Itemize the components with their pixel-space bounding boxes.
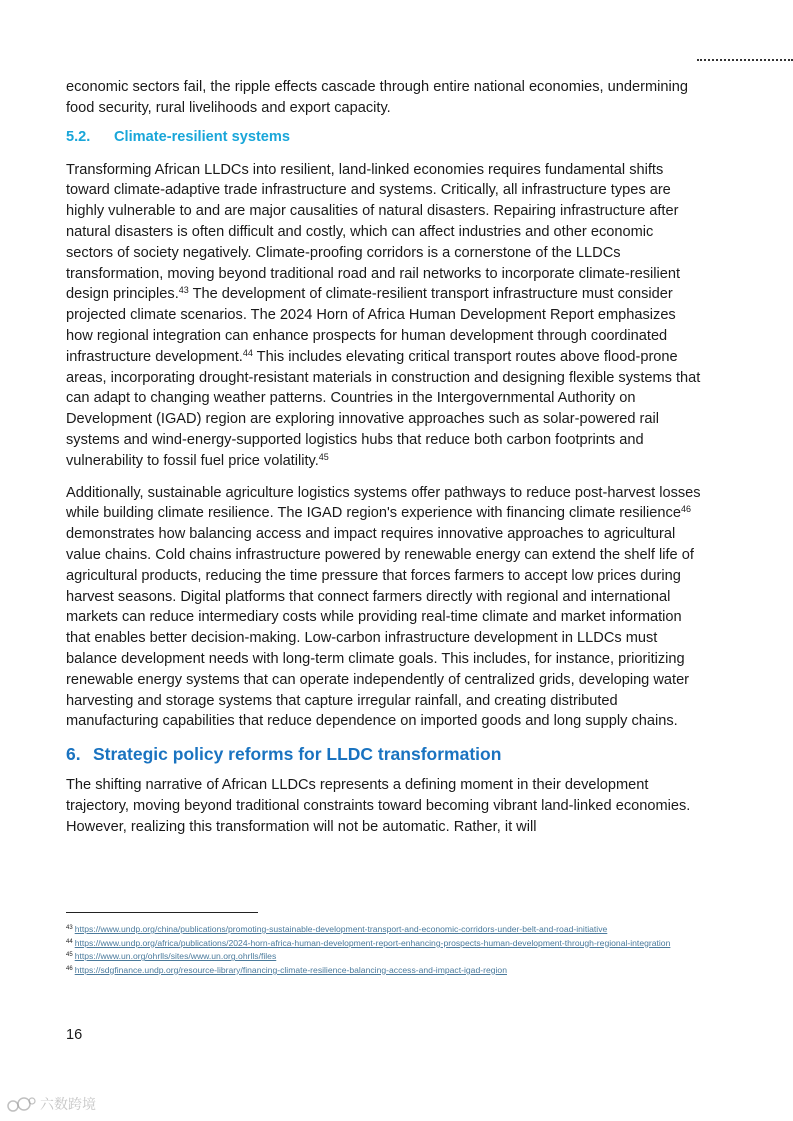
footnote-link[interactable]: https://www.undp.org/africa/publications/2024-horn-africa-human-development-report-enhancing-prospects-human-development-through-regional-integration <box>74 937 671 948</box>
footnote-separator <box>66 912 258 913</box>
section-number: 6. <box>66 744 81 765</box>
section-title: Strategic policy reforms for LLDC transformation <box>93 744 502 765</box>
watermark-text: 六数跨境 <box>40 1096 96 1112</box>
footnote-mark: 43 <box>66 925 73 931</box>
footnote-mark: 45 <box>66 952 73 959</box>
footnote-ref-46[interactable]: 46 <box>680 504 691 515</box>
paragraph-shifting-narrative: The shifting narrative of African LLDCs represents a defining moment in their development trajectory, moving beyond traditional constraints toward becoming vibrant land-linked economies. However, realizing this transformation will not be automatic. Rather, it will <box>66 777 691 835</box>
section-number: 5.2. <box>66 128 91 145</box>
page-body <box>66 77 704 838</box>
footnote-ref-43[interactable]: 43 <box>178 285 189 296</box>
watermark-logo-icon <box>6 1095 36 1113</box>
footnote-45 <box>66 950 706 963</box>
footnote-link[interactable]: https://sdgfinance.undp.org/resource-library/financing-climate-resilience-balancing-access-and-impact-igad-region <box>74 964 507 975</box>
footnote-46 <box>66 964 706 977</box>
section-title: Climate-resilient systems <box>114 128 291 145</box>
text-run: Transforming African LLDCs into resilient, land-linked economies requires fundamental shifts toward climate-adaptive trade infrastructure and systems. Critically, all infrastructure types are highly vulnerable to and are major causalities of natural disasters. Repairing infrastructure after natural disasters is often difficult and costly, which can affect industries and other economic sectors of society negatively. Climate-proofing corridors is a cornerstone of the LLDCs transformation, moving beyond traditional road and rail networks to incorporate climate-resilient design principles. <box>66 161 681 303</box>
footnote-mark: 44 <box>66 938 73 945</box>
paragraph-climate-proofing <box>66 160 704 472</box>
header-dotted-rule <box>697 59 793 61</box>
footnote-ref-44[interactable]: 44 <box>242 347 253 358</box>
footnotes <box>66 923 706 977</box>
text-run: demonstrates how balancing access and impact requires innovative approaches to agricultural value chains. Cold chains infrastructure powered by renewable energy can extend the shelf life of agricultural products, reducing the time pressure that forces farmers to accept low prices during harvest seasons. Digital platforms that connect farmers directly with regional and international markets can reduce intermediary costs while providing real-time climate and market information that enables better decision-making. Low-carbon infrastructure development in LLDCs must balance development needs with long-term climate goals. This includes, for instance, prioritizing renewable energy systems that can operate independently of centralized grids, developing water harvesting and storage systems that capture irregular rainfall, and creating distributed manufacturing capabilities that reduce dependence on imported goods and long supply chains. <box>66 526 694 730</box>
text-run: This includes elevating critical transport routes above flood-prone areas, incorporating drought-resistant materials in construction and designing flexible systems that can adapt to changing weather patterns. Countries in the Intergovernmental Authority on Development (IGAD) region are exploring innovative approaches such as solar-powered rail systems and wind-energy-supported logistics hubs that reduce both carbon footprints and vulnerability to fossil fuel price volatility. <box>66 348 701 469</box>
footnote-ref-45[interactable]: 45 <box>318 451 329 462</box>
section-5-2-heading <box>66 127 704 147</box>
intro-paragraph: economic sectors fail, the ripple effects cascade through entire national economies, undermining food security, rural livelihoods and export capacity. <box>66 79 688 116</box>
text-run: The development of climate-resilient transport infrastructure must consider projected climate scenarios. The 2024 Horn of Africa Human Development Report emphasizes how regional integration can enhance prospects for human development through coordinated infrastructure development. <box>66 286 676 365</box>
footnote-43 <box>66 923 706 936</box>
footnote-link[interactable]: https://www.undp.org/china/publications/promoting-sustainable-development-transport-and-economic-corridors-under-belt-and-road-initiative <box>74 924 608 934</box>
section-6-heading <box>66 743 704 765</box>
paragraph-agriculture-logistics <box>66 483 704 733</box>
footnote-44 <box>66 937 706 950</box>
page-number: 16 <box>66 1027 83 1043</box>
watermark <box>6 1094 96 1114</box>
text-run: Additionally, sustainable agriculture logistics systems offer pathways to reduce post-harvest losses while building climate resilience. The IGAD region's experience with financing climate resilience <box>66 484 701 522</box>
footnote-link[interactable]: https://www.un.org/ohrlls/sites/www.un.org.ohrlls/files <box>74 951 277 962</box>
footnote-mark: 46 <box>66 965 73 972</box>
